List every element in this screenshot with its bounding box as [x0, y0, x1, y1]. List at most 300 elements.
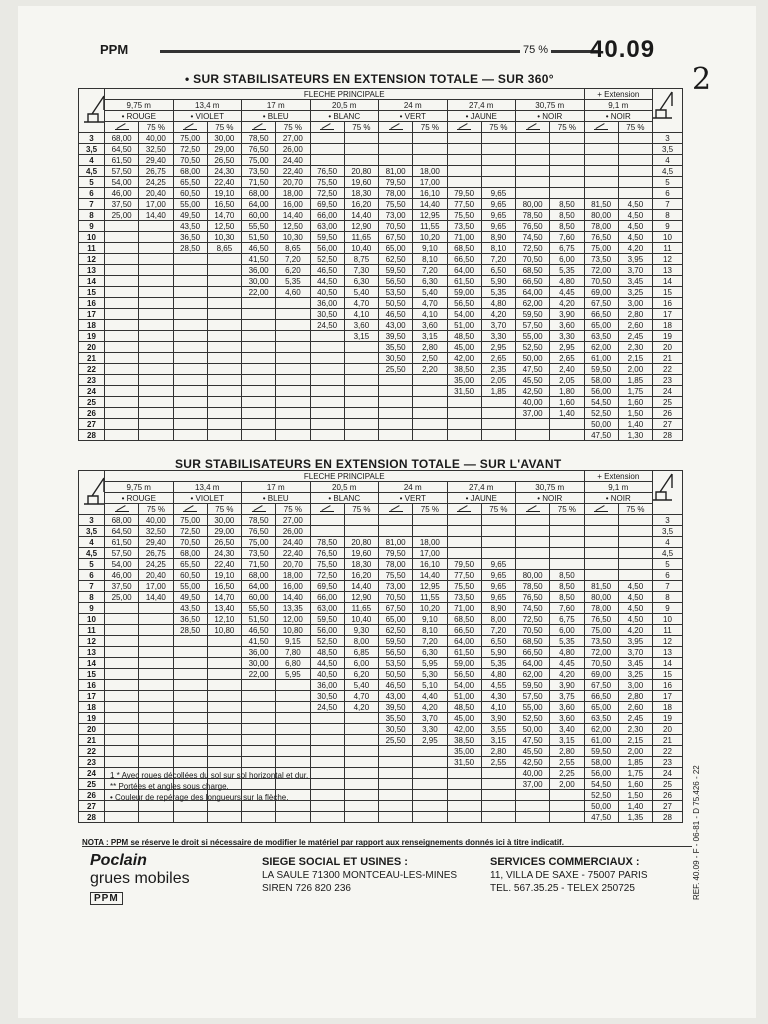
- table-row: [79, 210, 683, 221]
- table-cell: [584, 537, 618, 548]
- table-cell: 3,90: [550, 680, 584, 691]
- table-cell: [173, 430, 207, 441]
- table-cell: 78,50: [516, 210, 550, 221]
- table-cell: 66,50: [447, 254, 481, 265]
- table-cell: [173, 669, 207, 680]
- table-cell: 4,5: [653, 548, 683, 559]
- table-cell: [618, 133, 652, 144]
- table-cell: [173, 342, 207, 353]
- table-cell: 1,50: [618, 790, 652, 801]
- table-cell: 30,00: [207, 515, 241, 526]
- table-cell: 20: [79, 724, 105, 735]
- table-cell: 72,50: [173, 144, 207, 155]
- table-cell: [379, 779, 413, 790]
- table-cell: 12: [79, 636, 105, 647]
- table-cell: [276, 419, 310, 430]
- table-cell: 8: [653, 210, 683, 221]
- table-cell: 3,60: [550, 320, 584, 331]
- table-cell: 77,50: [447, 570, 481, 581]
- table-cell: 75,00: [584, 243, 618, 254]
- brand-block: [90, 852, 240, 906]
- table-cell: 22,40: [207, 559, 241, 570]
- boom-length: 30,75 m: [516, 482, 585, 493]
- table-cell: 6,30: [413, 647, 447, 658]
- table-cell: 4,80: [481, 298, 515, 309]
- table-cell: 20,80: [344, 537, 378, 548]
- boom-color: • JAUNE: [447, 493, 516, 504]
- table-cell: 78,50: [516, 581, 550, 592]
- table-cell: 72,50: [516, 614, 550, 625]
- table-cell: 76,50: [516, 592, 550, 603]
- table-cell: 4,5: [79, 166, 105, 177]
- boom-length: 9,1 m: [584, 100, 653, 111]
- table-cell: [344, 790, 378, 801]
- table-cell: 64,00: [447, 636, 481, 647]
- table-cell: [379, 397, 413, 408]
- table-cell: 75,00: [242, 537, 276, 548]
- pct-header: 75 %: [207, 504, 241, 515]
- table-cell: 64,00: [516, 658, 550, 669]
- table-cell: 59,50: [379, 265, 413, 276]
- boom-color: • ROUGE: [105, 493, 174, 504]
- table-cell: 11,55: [413, 592, 447, 603]
- table-cell: 76,50: [310, 166, 344, 177]
- table-cell: [550, 177, 584, 188]
- table-cell: 4,45: [550, 658, 584, 669]
- table-cell: 4,50: [618, 592, 652, 603]
- table-cell: [344, 375, 378, 386]
- table-notes: [110, 770, 308, 803]
- boom-length: 9,1 m: [584, 482, 653, 493]
- table-cell: 10,30: [207, 232, 241, 243]
- table-cell: 4,70: [344, 298, 378, 309]
- table-cell: 78,00: [584, 603, 618, 614]
- table-cell: 6,75: [550, 614, 584, 625]
- table-cell: 71,00: [447, 603, 481, 614]
- table-cell: 63,50: [584, 713, 618, 724]
- table-cell: 50,50: [379, 298, 413, 309]
- table-cell: 73,50: [447, 221, 481, 232]
- table-cell: 9,65: [481, 570, 515, 581]
- angle-icon: [173, 504, 207, 515]
- boom-length: 9,75 m: [105, 100, 174, 111]
- table-cell: 14: [79, 276, 105, 287]
- table-cell: [276, 713, 310, 724]
- table-cell: 55,00: [173, 199, 207, 210]
- table-cell: 15: [79, 669, 105, 680]
- table-cell: [516, 515, 550, 526]
- table-cell: [242, 320, 276, 331]
- table-cell: 5: [653, 559, 683, 570]
- boom-length: 24 m: [379, 482, 448, 493]
- table-cell: 52,50: [310, 254, 344, 265]
- table-row: [79, 658, 683, 669]
- table-cell: 40,00: [139, 515, 173, 526]
- table-cell: 26: [653, 408, 683, 419]
- table-cell: [242, 309, 276, 320]
- table-cell: 13,35: [276, 603, 310, 614]
- table-cell: 62,50: [379, 254, 413, 265]
- table-cell: 71,50: [242, 177, 276, 188]
- table-cell: [481, 430, 515, 441]
- boom-color: • ROUGE: [105, 111, 174, 122]
- table-cell: 11: [79, 625, 105, 636]
- table-cell: 4,50: [618, 232, 652, 243]
- table-cell: 4,20: [550, 298, 584, 309]
- table-cell: 5,35: [550, 265, 584, 276]
- table-cell: 14: [653, 658, 683, 669]
- table-cell: 16,20: [344, 570, 378, 581]
- table-cell: [310, 386, 344, 397]
- table-cell: 5,40: [413, 287, 447, 298]
- table-cell: 46,50: [310, 265, 344, 276]
- radius-header-right: [653, 471, 683, 515]
- table-cell: 3,60: [413, 320, 447, 331]
- table-cell: 30,00: [207, 133, 241, 144]
- table-cell: 3,5: [653, 526, 683, 537]
- boom-color: • NOIR: [584, 493, 653, 504]
- table-cell: [139, 309, 173, 320]
- table-cell: 21: [79, 735, 105, 746]
- table-cell: [413, 386, 447, 397]
- pct-header: 75 %: [481, 122, 515, 133]
- header-percent: 75 %: [520, 44, 551, 56]
- table-cell: 8,50: [550, 199, 584, 210]
- table-cell: 74,50: [516, 603, 550, 614]
- table-cell: 6,75: [550, 243, 584, 254]
- table-cell: 17: [653, 691, 683, 702]
- table-cell: 23: [653, 375, 683, 386]
- table-cell: 44,50: [310, 658, 344, 669]
- table-cell: 48,50: [310, 647, 344, 658]
- table-cell: 26,50: [207, 155, 241, 166]
- table-cell: 20,40: [139, 570, 173, 581]
- table-cell: 25,50: [379, 735, 413, 746]
- table-cell: 10,80: [276, 625, 310, 636]
- table-cell: 56,00: [584, 386, 618, 397]
- table-cell: [139, 298, 173, 309]
- table-cell: 7: [653, 581, 683, 592]
- table-cell: [618, 155, 652, 166]
- table-cell: [618, 188, 652, 199]
- table-cell: [105, 375, 139, 386]
- table-cell: 63,00: [310, 221, 344, 232]
- table-cell: [447, 768, 481, 779]
- angle-icon: [584, 504, 618, 515]
- table-cell: 46,00: [105, 570, 139, 581]
- table-cell: 2,30: [618, 724, 652, 735]
- table-cell: [276, 757, 310, 768]
- table-cell: [207, 746, 241, 757]
- table-cell: [207, 287, 241, 298]
- table-cell: [207, 757, 241, 768]
- table-cell: [516, 166, 550, 177]
- table-cell: [310, 353, 344, 364]
- table-cell: 49,50: [173, 592, 207, 603]
- table-cell: 2,80: [413, 342, 447, 353]
- table-cell: 46,50: [242, 625, 276, 636]
- table-cell: [242, 812, 276, 823]
- table-cell: 52,50: [516, 713, 550, 724]
- table-cell: [310, 790, 344, 801]
- table-cell: 24,30: [207, 548, 241, 559]
- table-cell: 9: [653, 603, 683, 614]
- table-cell: [550, 144, 584, 155]
- table-cell: 30,50: [310, 309, 344, 320]
- footer-rule: [82, 846, 692, 847]
- table-cell: [242, 702, 276, 713]
- table-cell: [447, 144, 481, 155]
- table-cell: [344, 155, 378, 166]
- table-cell: 68,50: [516, 265, 550, 276]
- table-cell: 41,50: [242, 254, 276, 265]
- table-row: [79, 353, 683, 364]
- table-row: [79, 331, 683, 342]
- table-cell: 18,00: [413, 166, 447, 177]
- table-cell: 19,10: [207, 188, 241, 199]
- table-cell: 42,00: [447, 353, 481, 364]
- table-cell: 37,50: [105, 581, 139, 592]
- table-cell: 12,50: [207, 221, 241, 232]
- table-cell: 4,60: [276, 287, 310, 298]
- table-cell: 16,50: [207, 199, 241, 210]
- table-cell: 56,50: [447, 298, 481, 309]
- table-cell: [516, 177, 550, 188]
- table-cell: [550, 430, 584, 441]
- table-cell: 69,50: [310, 199, 344, 210]
- table-cell: 13: [79, 265, 105, 276]
- radius-header-right: [653, 89, 683, 133]
- table-cell: 4: [79, 155, 105, 166]
- table-row: [79, 559, 683, 570]
- table-cell: 8,50: [550, 592, 584, 603]
- table-cell: [105, 647, 139, 658]
- table-cell: [344, 419, 378, 430]
- boom-color: • JAUNE: [447, 111, 516, 122]
- table-cell: 73,00: [379, 581, 413, 592]
- table-cell: [550, 537, 584, 548]
- table-cell: 16: [79, 298, 105, 309]
- table-cell: [447, 790, 481, 801]
- table-cell: 3,15: [413, 331, 447, 342]
- table-cell: 66,50: [516, 647, 550, 658]
- table-cell: [139, 419, 173, 430]
- table-cell: [139, 614, 173, 625]
- table-cell: [173, 386, 207, 397]
- table-cell: 25: [79, 397, 105, 408]
- table-cell: 81,50: [584, 581, 618, 592]
- pct-header: 75 %: [550, 122, 584, 133]
- table-cell: [618, 177, 652, 188]
- table-cell: 24,30: [207, 166, 241, 177]
- table-cell: [139, 603, 173, 614]
- table-cell: 54,50: [584, 779, 618, 790]
- table-cell: 75,00: [173, 515, 207, 526]
- table-cell: 72,00: [584, 265, 618, 276]
- table-cell: 5,90: [481, 647, 515, 658]
- table-cell: 35,50: [379, 342, 413, 353]
- serv-line2: TEL. 567.35.25 - TELEX 250725: [490, 883, 635, 894]
- table-cell: [105, 430, 139, 441]
- pct-header: 75 %: [276, 122, 310, 133]
- table-cell: [310, 713, 344, 724]
- table-cell: 59,50: [584, 364, 618, 375]
- table-cell: [207, 713, 241, 724]
- table-cell: [242, 419, 276, 430]
- fleche-header: FLECHE PRINCIPALE: [105, 89, 585, 100]
- table-cell: 57,50: [516, 320, 550, 331]
- table-cell: 2,80: [550, 746, 584, 757]
- table-cell: 73,00: [379, 210, 413, 221]
- table-cell: 73,50: [242, 166, 276, 177]
- table-cell: [207, 254, 241, 265]
- table-cell: 72,50: [516, 243, 550, 254]
- table-cell: [584, 515, 618, 526]
- table-cell: 6: [79, 188, 105, 199]
- table-cell: [481, 548, 515, 559]
- table-cell: 59,50: [516, 309, 550, 320]
- brand-name: Poclain: [90, 852, 147, 869]
- table-cell: [276, 342, 310, 353]
- boom-color: • VERT: [379, 493, 448, 504]
- table-cell: 68,50: [516, 636, 550, 647]
- table-cell: 64,00: [516, 287, 550, 298]
- table-cell: 2,00: [550, 779, 584, 790]
- table-row: [79, 581, 683, 592]
- table-cell: [447, 515, 481, 526]
- table-cell: 22: [653, 364, 683, 375]
- table-cell: 7,20: [413, 265, 447, 276]
- table-cell: 18,00: [276, 188, 310, 199]
- table-cell: 27,00: [276, 515, 310, 526]
- table-cell: [207, 309, 241, 320]
- table-cell: 75,50: [379, 570, 413, 581]
- table-cell: 31,50: [447, 386, 481, 397]
- table-cell: 2,45: [618, 713, 652, 724]
- table-cell: 8,10: [413, 254, 447, 265]
- angle-icon: [173, 122, 207, 133]
- table-cell: [139, 636, 173, 647]
- table-cell: 70,50: [516, 625, 550, 636]
- table-cell: 50,00: [516, 724, 550, 735]
- table-cell: [413, 526, 447, 537]
- table-cell: 65,50: [173, 559, 207, 570]
- table-cell: [207, 658, 241, 669]
- table-cell: 6: [653, 570, 683, 581]
- table-cell: 3,70: [618, 647, 652, 658]
- table-cell: [173, 298, 207, 309]
- table-cell: 1,80: [550, 386, 584, 397]
- table-cell: 80,00: [516, 570, 550, 581]
- table-cell: [242, 746, 276, 757]
- table-cell: 9,10: [413, 614, 447, 625]
- table-cell: [481, 779, 515, 790]
- table-cell: 4,50: [618, 221, 652, 232]
- table1-title: • SUR STABILISATEURS EN EXTENSION TOTALE — SUR 360°: [185, 72, 554, 86]
- table-row: [79, 199, 683, 210]
- table-cell: 2,20: [413, 364, 447, 375]
- table-cell: [139, 735, 173, 746]
- table-cell: 14: [653, 276, 683, 287]
- table-cell: [413, 419, 447, 430]
- table-cell: 11: [79, 243, 105, 254]
- table-cell: [207, 636, 241, 647]
- table-row: [79, 133, 683, 144]
- table-cell: 20: [653, 342, 683, 353]
- table-cell: 43,50: [173, 603, 207, 614]
- table-cell: [242, 397, 276, 408]
- table-cell: 19: [79, 331, 105, 342]
- table-cell: [173, 757, 207, 768]
- table-cell: [105, 691, 139, 702]
- table-cell: 6,30: [413, 276, 447, 287]
- table-cell: [242, 353, 276, 364]
- table-cell: 79,50: [379, 548, 413, 559]
- table-cell: [379, 746, 413, 757]
- table-cell: [105, 408, 139, 419]
- table-cell: [173, 375, 207, 386]
- table-cell: [207, 342, 241, 353]
- table-cell: 47,50: [516, 735, 550, 746]
- table-cell: 9,65: [481, 221, 515, 232]
- table-cell: 45,50: [516, 375, 550, 386]
- table-cell: 5,35: [481, 287, 515, 298]
- table-cell: 2,95: [550, 342, 584, 353]
- table-cell: [207, 320, 241, 331]
- table-cell: [276, 309, 310, 320]
- table-cell: 3,25: [618, 669, 652, 680]
- extension-header: + Extension: [584, 89, 653, 100]
- table-cell: [447, 133, 481, 144]
- table-cell: 59,50: [516, 680, 550, 691]
- table-cell: 32,50: [139, 526, 173, 537]
- table-cell: [276, 735, 310, 746]
- table-cell: 15: [653, 287, 683, 298]
- table-cell: [105, 812, 139, 823]
- table-cell: [516, 812, 550, 823]
- table-cell: 10,80: [207, 625, 241, 636]
- table-cell: 27,00: [276, 133, 310, 144]
- table-cell: [379, 812, 413, 823]
- table-row: [79, 166, 683, 177]
- table-cell: [344, 364, 378, 375]
- table-row: [79, 757, 683, 768]
- table-cell: [379, 144, 413, 155]
- table-cell: 13: [653, 647, 683, 658]
- table-cell: [550, 812, 584, 823]
- table-cell: [344, 408, 378, 419]
- table-cell: 40,50: [310, 669, 344, 680]
- table-cell: 7,20: [481, 254, 515, 265]
- table-cell: 23: [79, 757, 105, 768]
- table-cell: [173, 265, 207, 276]
- table-cell: 7,30: [344, 265, 378, 276]
- table-cell: 4,10: [481, 702, 515, 713]
- boom-color: • BLANC: [310, 493, 379, 504]
- table-cell: 36,00: [310, 298, 344, 309]
- table-cell: [550, 166, 584, 177]
- table-cell: 16: [653, 298, 683, 309]
- table-cell: 24: [79, 768, 105, 779]
- table-cell: 14,40: [413, 570, 447, 581]
- table-cell: 9,15: [276, 636, 310, 647]
- angle-icon: [105, 122, 139, 133]
- table-cell: 5,95: [413, 658, 447, 669]
- load-table-360: [78, 88, 683, 441]
- table-cell: 66,00: [310, 592, 344, 603]
- table-cell: [447, 526, 481, 537]
- table-cell: 1,85: [618, 757, 652, 768]
